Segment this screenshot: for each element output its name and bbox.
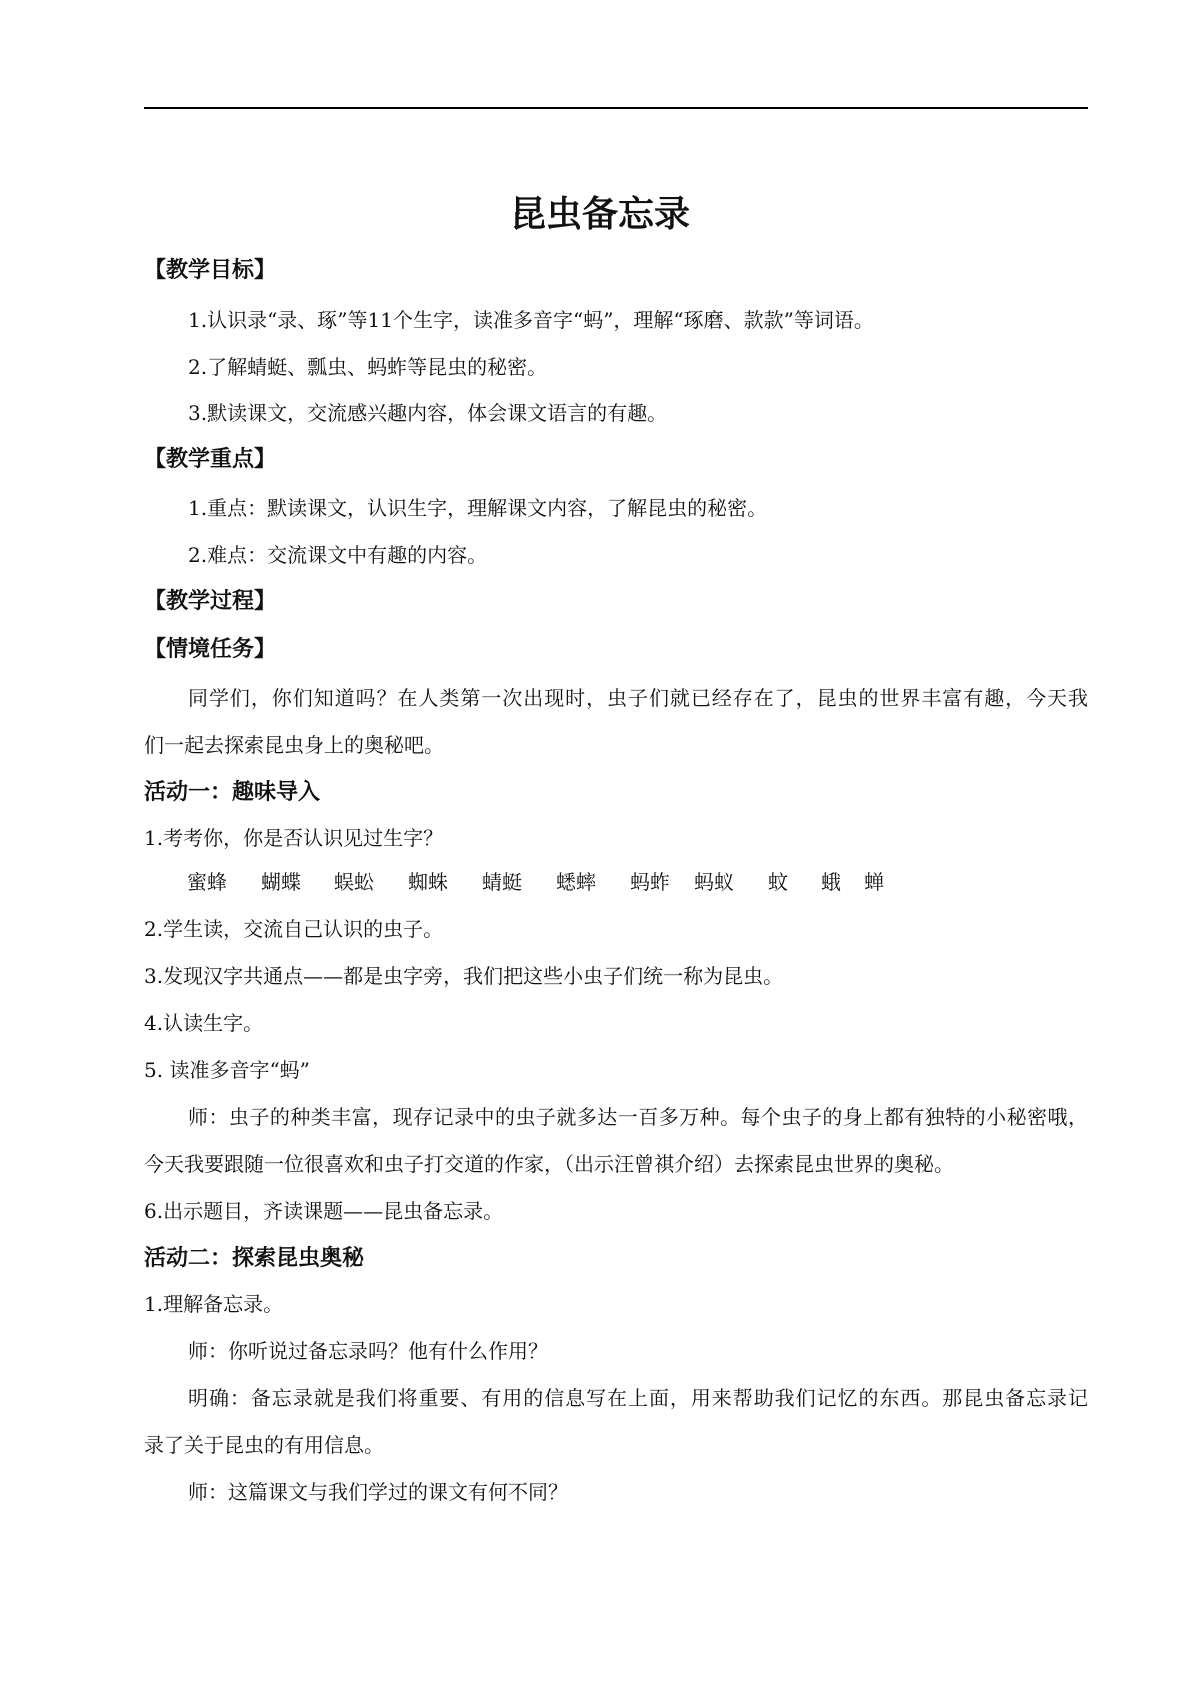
insect-word: 蜈蚣 [334, 870, 374, 894]
activity2-teacher-question-2: 师：这篇课文与我们学过的课文有何不同？ [188, 1480, 568, 1504]
goals-heading: 【教学目标】 [144, 258, 277, 283]
activity1-step-4: 4.认读生字。 [144, 1011, 264, 1035]
activity2-teacher-question-1: 师：你听说过备忘录吗？他有什么作用？ [188, 1339, 548, 1363]
insect-word: 蚊 [768, 870, 788, 894]
page-title: 昆虫备忘录 [509, 194, 690, 235]
insect-word: 蜻蜓 [482, 870, 522, 894]
insect-word: 蜜蜂 [187, 870, 227, 894]
process-heading: 【教学过程】 [144, 589, 277, 614]
insect-word: 蝉 [864, 870, 884, 894]
insect-word: 蛾 [821, 870, 841, 894]
key-points-heading: 【教学重点】 [144, 447, 277, 472]
insect-word: 蟋蟀 [556, 870, 596, 894]
key-point-2: 2.难点：交流课文中有趣的内容。 [188, 543, 488, 567]
insect-word: 蚂蚱 [630, 870, 670, 894]
scenario-heading: 【情境任务】 [144, 637, 277, 662]
activity1-step-2: 2.学生读，交流自己认识的虫子。 [144, 917, 444, 941]
activity2-clarify-line-2: 录了关于昆虫的有用信息。 [144, 1433, 384, 1457]
activity2-step-1: 1.理解备忘录。 [144, 1292, 284, 1316]
goal-item-1: 1.认识录“录、琢”等11个生字，读准多音字“蚂”，理解“琢磨、款款”等词语。 [188, 308, 874, 332]
activity1-heading: 活动一：趣味导入 [144, 780, 321, 805]
activity1-step-6: 6.出示题目，齐读课题——昆虫备忘录。 [144, 1199, 504, 1223]
activity1-step-1: 1.考考你，你是否认识见过生字？ [144, 826, 444, 850]
activity1-step-5: 5. 读准多音字“蚂” [144, 1058, 310, 1082]
activity1-teacher-line-2: 今天我要跟随一位很喜欢和虫子打交道的作家，（出示汪曾祺介绍）去探索昆虫世界的奥秘。 [144, 1152, 954, 1176]
header-rule [144, 107, 1088, 109]
scenario-paragraph-line-1: 同学们，你们知道吗？在人类第一次出现时，虫子们就已经存在了，昆虫的世界丰富有趣，今天我 [188, 686, 1088, 710]
key-point-1: 1.重点：默读课文，认识生字，理解课文内容，了解昆虫的秘密。 [188, 496, 768, 520]
goal-item-2: 2.了解蜻蜓、瓢虫、蚂蚱等昆虫的秘密。 [188, 355, 548, 379]
insect-word: 蝴蝶 [261, 870, 301, 894]
activity2-clarify-line-1: 明确：备忘录就是我们将重要、有用的信息写在上面，用来帮助我们记忆的东西。那昆虫备忘录记 [188, 1386, 1088, 1410]
activity1-step-3: 3.发现汉字共通点——都是虫字旁，我们把这些小虫子们统一称为昆虫。 [144, 964, 784, 988]
insect-word: 蚂蚁 [694, 870, 734, 894]
scenario-paragraph-line-2: 们一起去探索昆虫身上的奥秘吧。 [144, 733, 444, 757]
activity2-heading: 活动二：探索昆虫奥秘 [144, 1246, 365, 1271]
insect-word-list [0, 868, 1200, 896]
goal-item-3: 3.默读课文，交流感兴趣内容，体会课文语言的有趣。 [188, 401, 668, 425]
activity1-teacher-line-1: 师：虫子的种类丰富，现存记录中的虫子就多达一百多万种。每个虫子的身上都有独特的小秘密哦， [188, 1105, 1088, 1129]
insect-word: 蜘蛛 [408, 870, 448, 894]
